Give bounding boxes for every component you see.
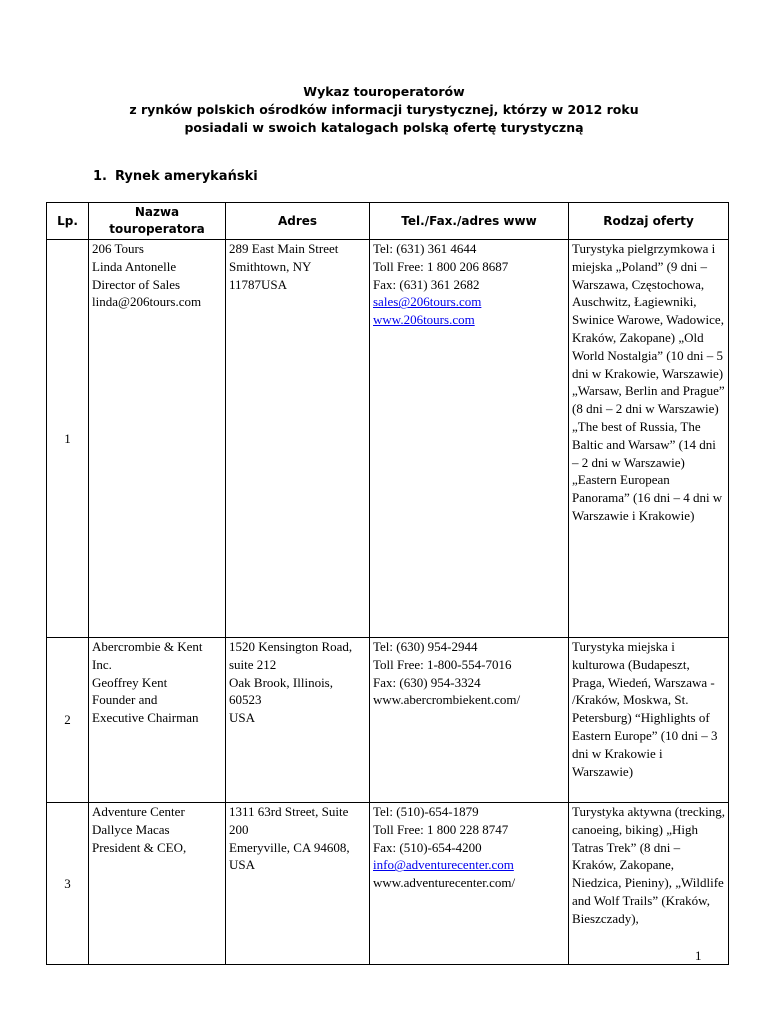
contact-role: Director of Sales <box>92 276 181 292</box>
fax: Fax: (510)-654-4200 <box>373 839 482 855</box>
header-address: Adres <box>226 203 370 240</box>
heading-subtitle-line1: z rynków polskich ośrodków informacji turystycznej, którzy w 2012 roku <box>129 102 639 117</box>
contact-person: Geoffrey Kent <box>92 674 168 690</box>
table-row <box>47 638 729 803</box>
document-heading <box>0 83 768 137</box>
contact-role: President & CEO, <box>92 839 187 855</box>
section-number: 1. <box>93 169 107 184</box>
operator-name: 206 Tours <box>92 241 144 256</box>
website: www.adventurecenter.com/ <box>373 875 516 891</box>
row-lp: 2 <box>47 638 89 803</box>
address-line: USA <box>229 710 256 726</box>
row-lp: 1 <box>47 240 89 638</box>
contact-person: Linda Antonelle <box>92 258 177 274</box>
operator-name: Adventure Center <box>92 804 185 819</box>
header-contact: Tel./Fax./adres www <box>370 203 569 240</box>
row-name-cell <box>89 803 226 965</box>
toll-free: Toll Free: 1 800 228 8747 <box>373 821 509 837</box>
offer-text: Turystyka pielgrzymkowa i miejska „Poland” (9 dni – Warszawa, Częstochowa, Auschwitz, Łagiewniki, Swinice Warowe, Wadowice, Kraków, Zakopane) „Old World Nostalgia” (10 dni – 5 dni w Krakowie, Warszawie) „Warsaw, Berlin and Prague” (8 dni – 2 dni w Warszawie) „The best of Russia, The Baltic and Warsaw” (14 dni – 2 dni w Warszawie) „Eastern European Panorama” (16 dni – 4 dni w Warszawie i Krakowie) <box>572 241 725 523</box>
header-lp: Lp. <box>47 203 89 240</box>
toll-free: Toll Free: 1 800 206 8687 <box>373 258 509 274</box>
email-link[interactable]: sales@206tours.com <box>373 294 482 310</box>
row-offer-cell <box>569 638 729 803</box>
address-line: 289 East Main Street <box>229 241 339 256</box>
offer-text: Turystyka miejska i kulturowa (Budapeszt, Praga, Wiedeń, Warszawa - /Kraków, Moskwa, St. Petersburg) “Highlights of Eastern Europe” (10 dni – 3 dni w Krakowie i Warszawie) <box>572 639 718 779</box>
address-line: 1520 Kensington Road, suite 212 <box>229 639 353 672</box>
table-row <box>47 240 729 638</box>
website-link[interactable]: www.206tours.com <box>373 312 475 328</box>
contact-role: Executive Chairman <box>92 710 199 726</box>
section-heading <box>93 169 258 184</box>
header-name: Nazwa touroperatora <box>89 203 226 240</box>
address-line: Smithtown, NY <box>229 258 312 274</box>
phone: Tel: (510)-654-1879 <box>373 804 479 819</box>
contact-role: Founder and <box>92 692 158 708</box>
row-contact-cell <box>370 240 569 638</box>
heading-title: Wykaz touroperatorów <box>303 84 465 99</box>
row-address-cell <box>226 638 370 803</box>
offer-text: Turystyka aktywna (trecking, canoeing, biking) „High Tatras Trek” (8 dni – Kraków, Zakopane, Niedzica, Pieniny), „Wildlife and Wolf Trails” (Kraków, Bieszczady), <box>572 804 725 926</box>
row-name-cell <box>89 638 226 803</box>
fax: Fax: (631) 361 2682 <box>373 276 480 292</box>
toll-free: Toll Free: 1-800-554-7016 <box>373 656 512 672</box>
email-link[interactable]: info@adventurecenter.com <box>373 857 514 873</box>
address-line: 11787USA <box>229 276 288 292</box>
row-offer-cell <box>569 803 729 965</box>
table-row <box>47 803 729 965</box>
fax: Fax: (630) 954-3324 <box>373 674 481 690</box>
row-contact-cell <box>370 638 569 803</box>
table-header-row <box>47 203 729 240</box>
operator-name: Abercrombie & Kent Inc. <box>92 639 203 672</box>
row-lp: 3 <box>47 803 89 965</box>
address-line: Emeryville, CA 94608, USA <box>229 839 350 873</box>
heading-subtitle-line2: posiadali w swoich katalogach polską ofertę turystyczną <box>184 120 584 135</box>
section-title: Rynek amerykański <box>115 169 258 184</box>
phone: Tel: (630) 954-2944 <box>373 639 478 654</box>
address-line: Oak Brook, Illinois, 60523 <box>229 674 333 708</box>
header-offer: Rodzaj oferty <box>569 203 729 240</box>
page-number: 1 <box>695 948 702 963</box>
address-line: 1311 63rd Street, Suite 200 <box>229 804 349 837</box>
row-offer-cell <box>569 240 729 638</box>
touroperators-table <box>46 202 729 965</box>
row-address-cell <box>226 240 370 638</box>
row-name-cell <box>89 240 226 638</box>
row-address-cell <box>226 803 370 965</box>
phone: Tel: (631) 361 4644 <box>373 241 477 256</box>
row-contact-cell <box>370 803 569 965</box>
contact-email: linda@206tours.com <box>92 294 202 310</box>
website: www.abercrombiekent.com/ <box>373 692 521 708</box>
contact-person: Dallyce Macas <box>92 821 170 837</box>
